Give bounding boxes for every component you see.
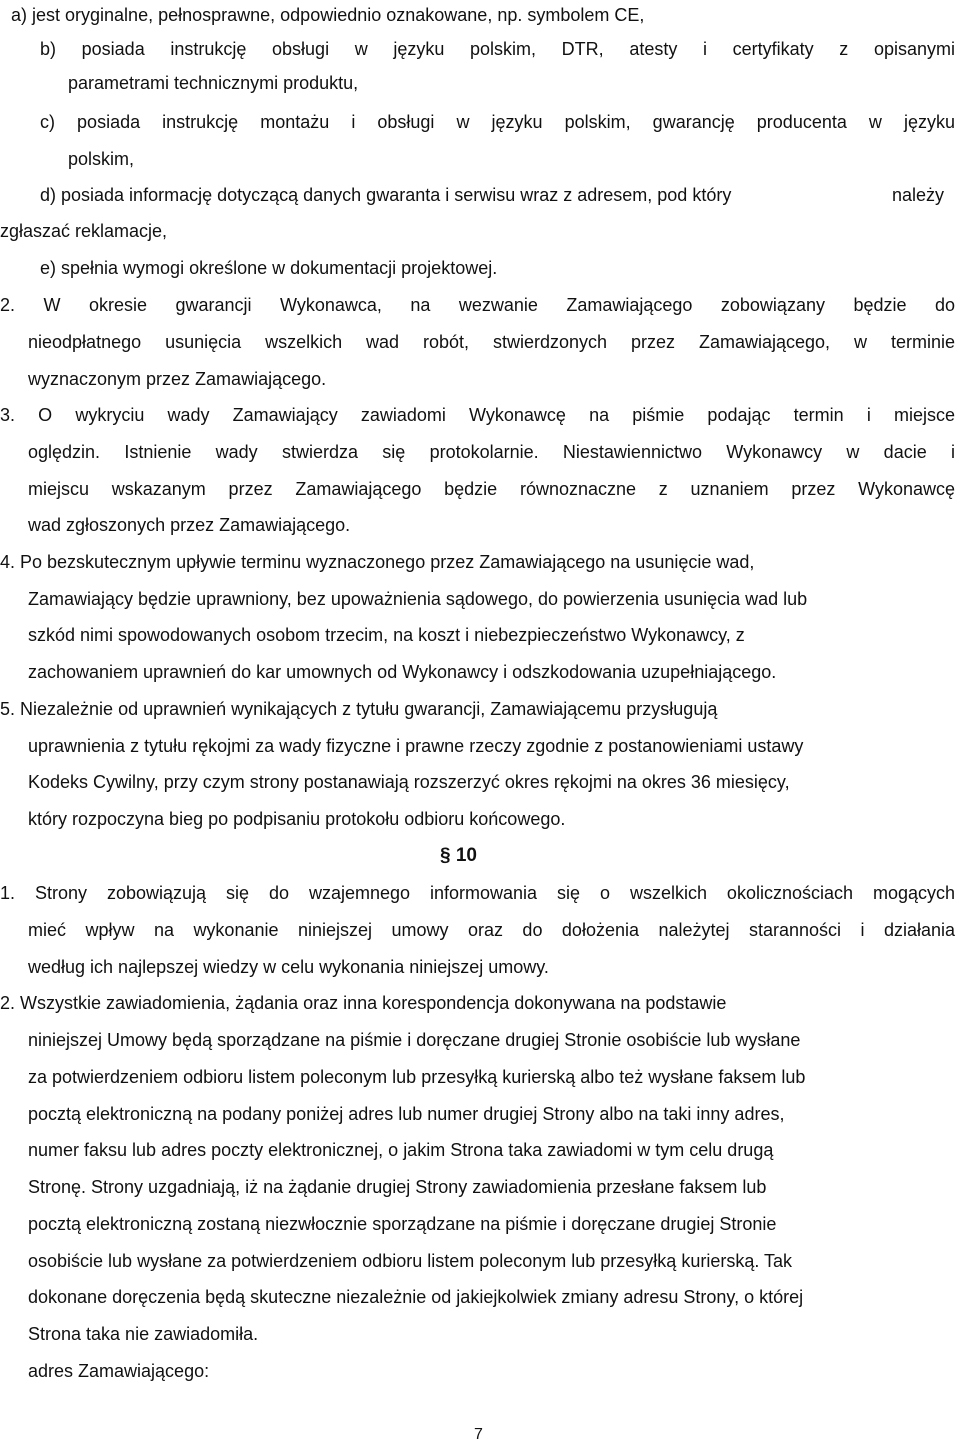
page-number: 7 bbox=[474, 1426, 483, 1443]
list-item-d-line1: d) posiada informację dotyczącą danych gwaranta i serwisu wraz z adresem, pod który bbox=[40, 185, 732, 205]
point-2-line3: wyznaczonym przez Zamawiającego. bbox=[28, 369, 327, 389]
point-4-line4: zachowaniem uprawnień do kar umownych od Wykonawcy i odszkodowania uzupełniającego. bbox=[28, 662, 777, 682]
s10-point-1-line1: 1. Strony zobowiązują się do wzajemnego informowania się o wszelkich okolicznościach mogących bbox=[0, 883, 955, 903]
s10-point-2-line2: niniejszej Umowy będą sporządzane na piśmie i doręczane drugiej Stronie osobiście lub wysłane bbox=[28, 1030, 801, 1050]
s10-point-2-line9: dokonane doręczenia będą skuteczne niezależnie od jakiejkolwiek zmiany adresu Strony, o której bbox=[28, 1287, 804, 1307]
s10-point-2-line4: pocztą elektroniczną na podany poniżej adres lub numer drugiej Strony albo na taki inny adres, bbox=[28, 1104, 785, 1124]
list-item-d-line1-end: należy bbox=[892, 185, 945, 205]
point-5-line2: uprawnienia z tytułu rękojmi za wady fizyczne i prawne rzeczy zgodnie z postanowieniami ustawy bbox=[28, 736, 804, 756]
list-item-b-line2: parametrami technicznymi produktu, bbox=[68, 73, 359, 93]
point-3-line2: oględzin. Istnienie wady stwierdza się protokolarnie. Niestawiennictwo Wykonawcy w dacie i bbox=[28, 442, 955, 462]
point-5-line3: Kodeks Cywilny, przy czym strony postanawiają rozszerzyć okres rękojmi na okres 36 miesięcy, bbox=[28, 772, 790, 792]
list-item-b-line1: b) posiada instrukcję obsługi w języku polskim, DTR, atesty i certyfikaty z opisanymi bbox=[40, 39, 955, 59]
point-4-line3: szkód nimi spowodowanych osobom trzecim, na koszt i niebezpieczeństwo Wykonawcy, z bbox=[28, 625, 745, 645]
point-3-line1: 3. O wykryciu wady Zamawiający zawiadomi Wykonawcę na piśmie podając termin i miejsce bbox=[0, 405, 955, 425]
s10-point-1-line2: mieć wpływ na wykonanie niniejszej umowy oraz do dołożenia należytej staranności i działania bbox=[28, 920, 955, 940]
address-label: adres Zamawiającego: bbox=[28, 1361, 210, 1381]
point-3-line4: wad zgłoszonych przez Zamawiającego. bbox=[28, 515, 351, 535]
point-2-line1: 2. W okresie gwarancji Wykonawca, na wezwanie Zamawiającego zobowiązany będzie do bbox=[0, 295, 955, 315]
s10-point-2-line7: pocztą elektroniczną zostaną niezwłocznie sporządzane na piśmie i doręczane drugiej Stronie bbox=[28, 1214, 777, 1234]
point-5-line4: który rozpoczyna bieg po podpisaniu protokołu odbioru końcowego. bbox=[28, 809, 566, 829]
point-2-line2: nieodpłatnego usunięcia wszelkich wad robót, stwierdzonych przez Zamawiającego, w terminie bbox=[28, 332, 955, 352]
s10-point-2-line8: osobiście lub wysłane za potwierdzeniem odbioru listem poleconym lub przesyłką kurierską. Tak bbox=[28, 1251, 793, 1271]
s10-point-2-line5: numer faksu lub adres poczty elektronicznej, o jakim Strona taka zawiadomi w tym celu drugą bbox=[28, 1140, 774, 1160]
list-item-c-line2: polskim, bbox=[68, 149, 135, 169]
point-4-line2: Zamawiający będzie uprawniony, bez upoważnienia sądowego, do powierzenia usunięcia wad lub bbox=[28, 589, 808, 609]
point-5-line1: 5. Niezależnie od uprawnień wynikających z tytułu gwarancji, Zamawiającemu przysługują bbox=[0, 699, 718, 719]
list-item-c-line1: c) posiada instrukcję montażu i obsługi w języku polskim, gwarancję producenta w języku bbox=[40, 112, 955, 132]
list-item-d-line2: zgłaszać reklamacje, bbox=[0, 221, 168, 241]
s10-point-2-line10: Strona taka nie zawiadomiła. bbox=[28, 1324, 259, 1344]
s10-point-1-line3: według ich najlepszej wiedzy w celu wykonania niniejszej umowy. bbox=[28, 957, 549, 977]
list-item-a: a) jest oryginalne, pełnosprawne, odpowiednio oznakowane, np. symbolem CE, bbox=[11, 5, 645, 25]
s10-point-2-line6: Stronę. Strony uzgadniają, iż na żądanie drugiej Strony zawiadomienia przesłane faksem lub bbox=[28, 1177, 767, 1197]
s10-point-2-line1: 2. Wszystkie zawiadomienia, żądania oraz inna korespondencja dokonywana na podstawie bbox=[0, 993, 727, 1013]
section-title: § 10 bbox=[440, 845, 477, 866]
point-3-line3: miejscu wskazanym przez Zamawiającego będzie równoznaczne z uznaniem przez Wykonawcę bbox=[28, 479, 955, 499]
list-item-e: e) spełnia wymogi określone w dokumentacji projektowej. bbox=[40, 258, 498, 278]
point-4-line1: 4. Po bezskutecznym upływie terminu wyznaczonego przez Zamawiającego na usunięcie wad, bbox=[0, 552, 755, 572]
s10-point-2-line3: za potwierdzeniem odbioru listem poleconym lub przesyłką kurierską albo też wysłane faksem lub bbox=[28, 1067, 806, 1087]
